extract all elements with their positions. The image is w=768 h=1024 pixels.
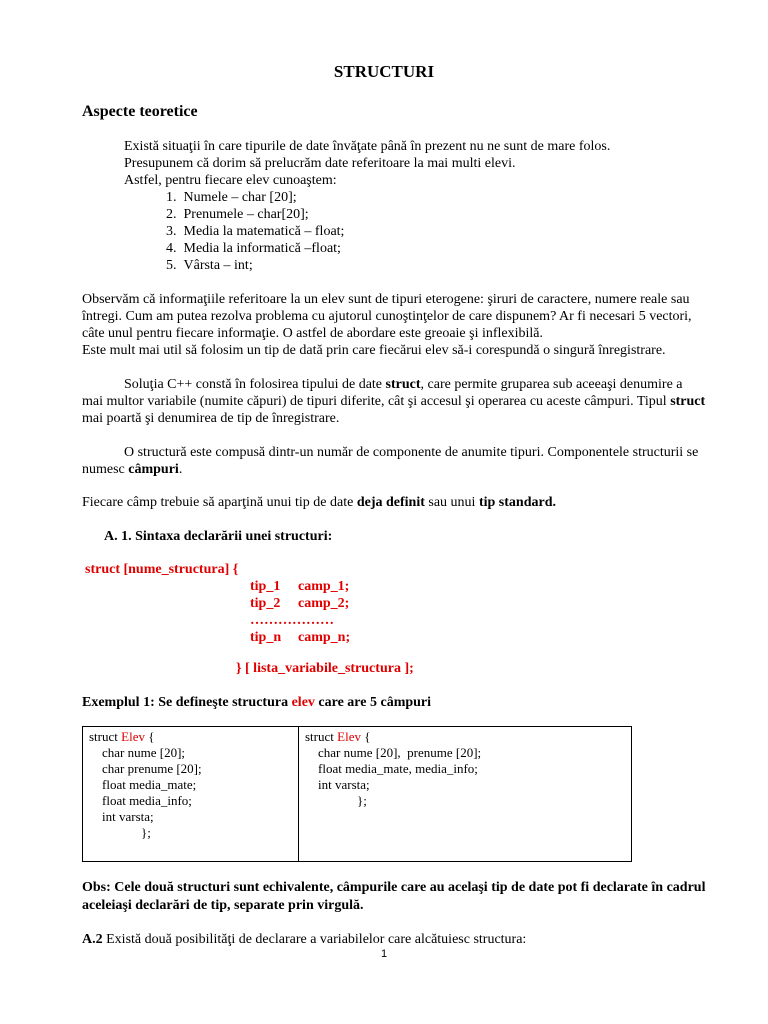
paragraph-camp — [82, 495, 556, 511]
term-campuri: câmpuri — [128, 462, 179, 477]
paragraph-compusa-line-2 — [82, 462, 182, 478]
list-number: 5. — [166, 258, 177, 273]
paragraph-observam-line-2: întregi. Cum am putea rezolva problema cu ajutorul cunoştinţelor de care dispunem? Ar fi necesari 5 vectori, — [82, 309, 692, 324]
code-struct-name: Elev — [337, 729, 361, 744]
syntax-end-line: } [ lista_variabile_structura ]; — [236, 661, 414, 676]
code-line: float media_mate, media_info; — [305, 761, 478, 776]
text-run: numesc — [82, 462, 129, 477]
intro-line-3: Astfel, pentru fiecare elev cunoaştem: — [124, 173, 337, 188]
code-keyword: struct — [89, 729, 122, 744]
code-line: char prenume [20]; — [89, 761, 202, 776]
paragraph-solutia-line-1 — [124, 377, 683, 393]
subsection-a2 — [82, 932, 526, 948]
code-line: float media_info; — [89, 793, 192, 808]
list-item — [166, 241, 341, 257]
list-number: 2. — [166, 207, 177, 222]
example1-heading — [82, 695, 431, 711]
code-struct-name: Elev — [121, 729, 145, 744]
code-line — [89, 729, 292, 745]
code-line — [305, 729, 625, 745]
text-run: sau unui — [424, 495, 479, 510]
intro-line-2: Presupunem că dorim să prelucrăm date referitoare la mai multi elevi. — [124, 156, 516, 171]
code-line: int varsta; — [89, 809, 154, 824]
syntax-camp: camp_2; — [298, 596, 350, 611]
term-deja-definit: deja definit — [356, 495, 425, 510]
text-run: Fiecare câmp trebuie să aparţină unui tip de date — [82, 495, 357, 510]
syntax-camp: camp_n; — [298, 630, 351, 645]
struct-name-elev: elev — [291, 695, 315, 710]
paragraph-compusa-line-1: O structură este compusă dintr-un număr de componente de anumite tipuri. Componentele structurii se — [124, 445, 699, 460]
text-run: , care permite gruparea sub aceeaşi denumire a — [420, 377, 683, 392]
keyword-struct: struct — [670, 394, 706, 409]
paragraph-observam-line-3: câte unul pentru fiecare informaţie. O astfel de abordare este greoaie şi inflexibilă. — [82, 326, 544, 341]
code-brace: { — [360, 729, 371, 744]
text-run: mai multor variabile (numite căpuri) de tipuri diferite, cât şi accesul şi operarea cu aceste câmpuri. Tipul — [82, 394, 671, 409]
code-line: }; — [89, 825, 151, 840]
code-cell-left — [83, 727, 299, 862]
code-line: char nume [20]; — [89, 745, 186, 760]
subsection-a1-heading: A. 1. Sintaxa declarării unei structuri: — [104, 529, 333, 544]
code-brace: { — [144, 729, 155, 744]
code-line: int varsta; — [305, 777, 370, 792]
list-number: 1. — [166, 190, 177, 205]
document-title: STRUCTURI — [333, 62, 435, 81]
list-number: 3. — [166, 224, 177, 239]
code-line: char nume [20], prenume [20]; — [305, 745, 482, 760]
example-code-table — [82, 726, 632, 862]
syntax-ellipsis: ……………… — [250, 613, 334, 628]
code-line: }; — [305, 793, 367, 808]
list-item — [166, 207, 309, 223]
syntax-tip: tip_1 — [250, 579, 281, 594]
intro-line-1: Există situaţii în care tipurile de date învăţate până în prezent nu ne sunt de mare folos. — [124, 139, 611, 154]
obs-line-1: Obs: Cele două structuri sunt echivalente, câmpurile care au acelaşi tip de date pot fi declarate în cadrul — [82, 880, 706, 895]
keyword-struct: struct — [385, 377, 421, 392]
obs-line-2: aceleiaşi declarări de tip, separate prin virgulă. — [82, 898, 364, 913]
list-item — [166, 190, 297, 206]
term-tip-standard: tip standard. — [478, 495, 556, 510]
list-number: 4. — [166, 241, 177, 256]
paragraph-observam-line-1: Observăm că informaţiile referitoare la un elev sunt de tipuri eterogene: şiruri de caractere, numere reale sau — [82, 292, 690, 307]
section-heading: Aspecte teoretice — [82, 103, 198, 120]
syntax-struct-line: struct [nume_structura] { — [85, 562, 239, 577]
list-text: Prenumele – char[20]; — [183, 207, 309, 222]
text-run: Exemplul 1: Se defineşte structura — [82, 695, 292, 710]
list-text: Media la informatică –float; — [183, 241, 341, 256]
paragraph-solutia-line-2 — [82, 394, 705, 410]
code-line: float media_mate; — [89, 777, 197, 792]
page-number: 1 — [380, 948, 388, 960]
paragraph-observam-line-4: Este mult mai util să folosim un tip de dată prin care fiecărui elev să-i corespundă o singură înregistrare. — [82, 343, 666, 358]
code-keyword: struct — [305, 729, 338, 744]
paragraph-solutia-line-3: mai poartă şi denumirea de tip de înregistrare. — [82, 411, 340, 426]
syntax-camp: camp_1; — [298, 579, 350, 594]
code-cell-right — [299, 727, 632, 862]
a2-label: A.2 — [82, 932, 103, 947]
text-run: Soluţia C++ constă în folosirea tipului de date — [124, 377, 386, 392]
syntax-tip: tip_n — [250, 630, 282, 645]
list-text: Media la matematică – float; — [183, 224, 345, 239]
list-item — [166, 224, 344, 240]
syntax-tip: tip_2 — [250, 596, 281, 611]
text-run: . — [178, 462, 183, 477]
text-run: care are 5 câmpuri — [314, 695, 432, 710]
a2-text: Există două posibilităţi de declarare a variabilelor care alcătuiesc structura: — [102, 932, 527, 947]
list-text: Numele – char [20]; — [183, 190, 297, 205]
list-item — [166, 258, 253, 274]
list-text: Vârsta – int; — [183, 258, 253, 273]
